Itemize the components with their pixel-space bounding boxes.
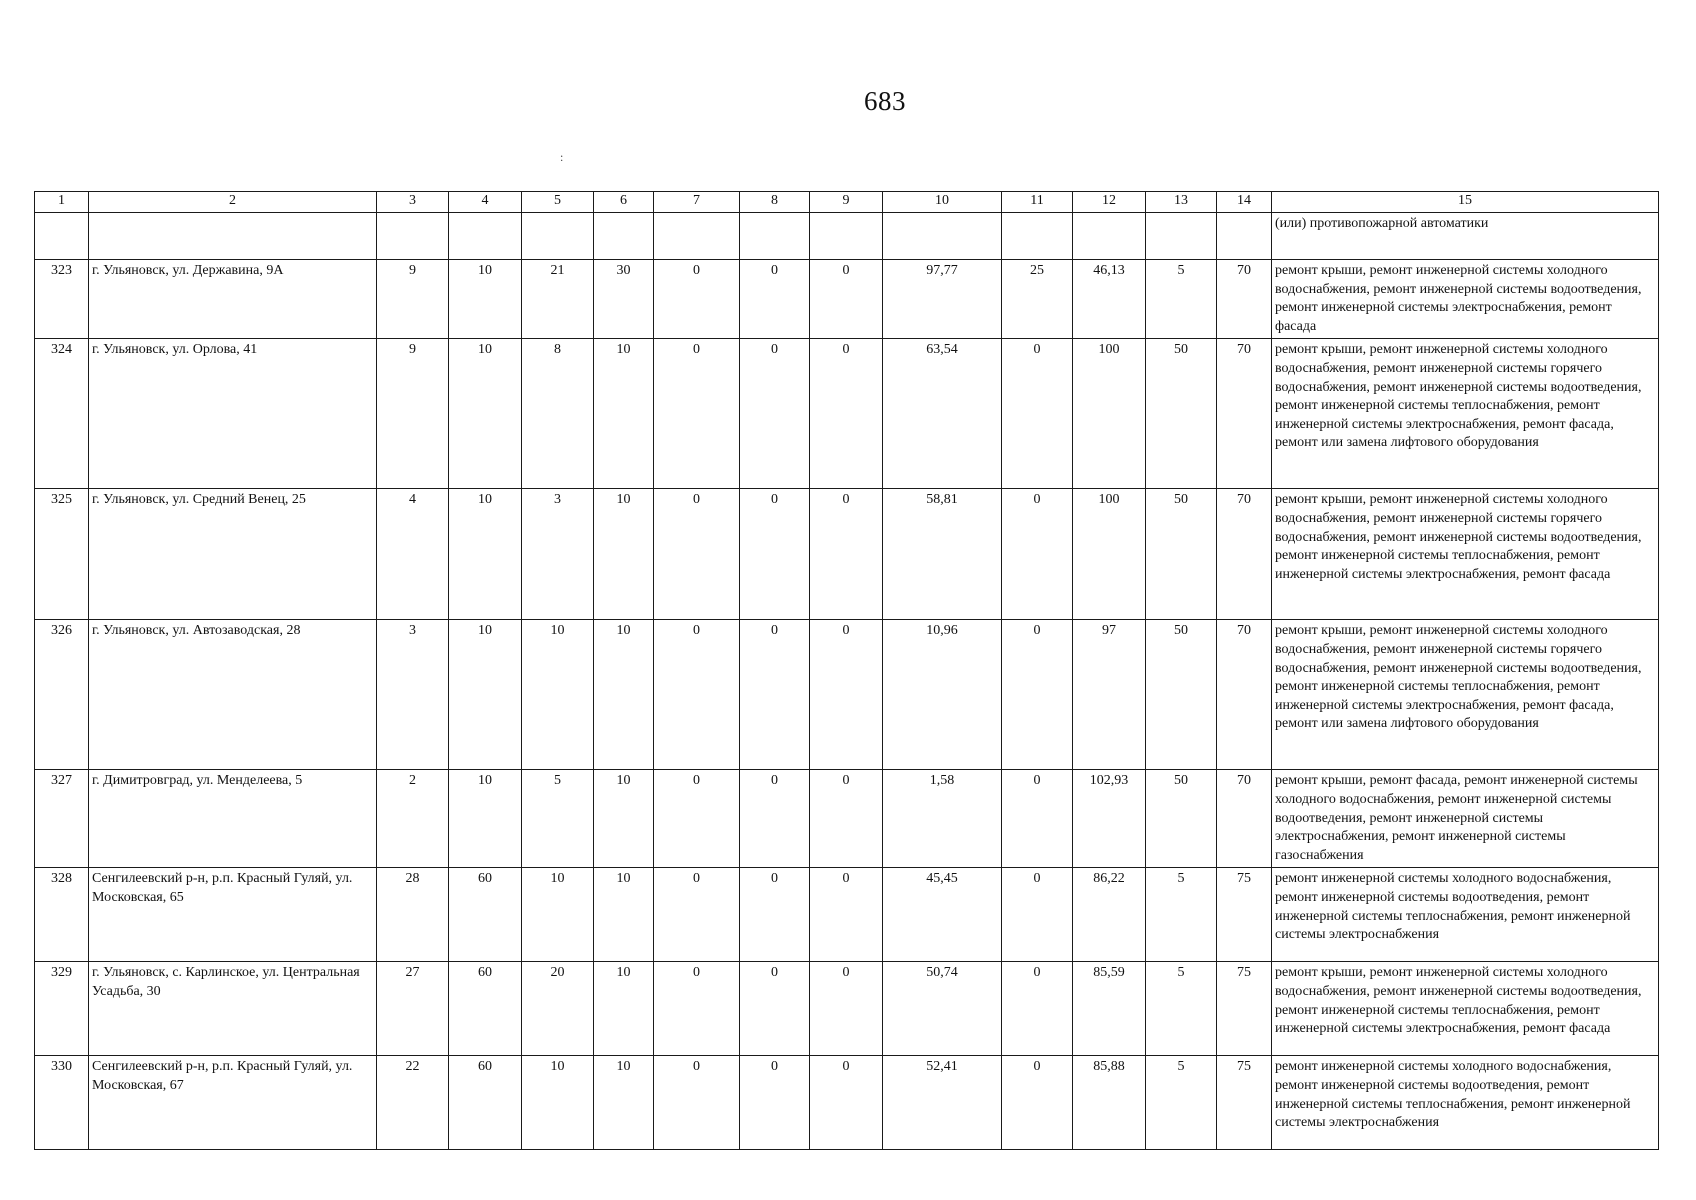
value-cell: 5	[1146, 962, 1217, 1056]
column-number: 4	[449, 192, 522, 213]
value-cell: 10	[522, 868, 594, 962]
value-cell: 60	[449, 962, 522, 1056]
value-cell: 100	[1073, 489, 1146, 620]
value-cell: 0	[1002, 962, 1073, 1056]
value-cell: 22	[377, 1056, 449, 1150]
row-number: 328	[35, 868, 89, 962]
value-cell: 5	[522, 770, 594, 868]
value-cell: 10	[594, 489, 654, 620]
value-cell: 10	[449, 339, 522, 489]
value-cell: 0	[654, 489, 740, 620]
value-cell: 10	[522, 1056, 594, 1150]
value-cell: 10	[449, 770, 522, 868]
value-cell: 0	[740, 868, 810, 962]
value-cell: 63,54	[883, 339, 1002, 489]
value-cell: 5	[1146, 868, 1217, 962]
value-cell: 0	[654, 339, 740, 489]
value-cell: 2	[377, 770, 449, 868]
value-cell: 85,88	[1073, 1056, 1146, 1150]
value-cell: 0	[810, 962, 883, 1056]
value-cell: 10	[594, 868, 654, 962]
row-number: 326	[35, 620, 89, 770]
column-number: 5	[522, 192, 594, 213]
repair-works-cell: ремонт инженерной системы холодного водоснабжения, ремонт инженерной системы водоотведения, ремонт инженерной системы теплоснабжения, ремонт инженерной системы электроснабжения	[1272, 1056, 1659, 1150]
value-cell: 10	[594, 962, 654, 1056]
row-number: 329	[35, 962, 89, 1056]
value-cell: 50	[1146, 339, 1217, 489]
value-cell: 20	[522, 962, 594, 1056]
column-number: 7	[654, 192, 740, 213]
column-number: 6	[594, 192, 654, 213]
value-cell: 70	[1217, 770, 1272, 868]
column-number: 11	[1002, 192, 1073, 213]
value-cell: 21	[522, 260, 594, 339]
value-cell: 0	[740, 489, 810, 620]
value-cell: 5	[1146, 1056, 1217, 1150]
value-cell: 28	[377, 868, 449, 962]
value-cell: 9	[377, 260, 449, 339]
value-cell: 50	[1146, 489, 1217, 620]
table-row	[35, 962, 1659, 1056]
address-cell: Сенгилеевский р-н, р.п. Красный Гуляй, ул. Московская, 65	[89, 868, 377, 962]
row-number: 324	[35, 339, 89, 489]
value-cell: 0	[654, 620, 740, 770]
value-cell: 85,59	[1073, 962, 1146, 1056]
address-cell: г. Ульяновск, с. Карлинское, ул. Центральная Усадьба, 30	[89, 962, 377, 1056]
continuation-row	[35, 213, 1659, 260]
table-row	[35, 620, 1659, 770]
value-cell: 70	[1217, 260, 1272, 339]
value-cell: 70	[1217, 620, 1272, 770]
repair-works-cell: ремонт крыши, ремонт инженерной системы холодного водоснабжения, ремонт инженерной системы горячего водоснабжения, ремонт инженерной системы водоотведения, ремонт инженерной системы теплоснабжения, ремонт инженерной системы электроснабжения, ремонт фасада	[1272, 489, 1659, 620]
value-cell: 3	[522, 489, 594, 620]
value-cell: 0	[810, 489, 883, 620]
value-cell: 52,41	[883, 1056, 1002, 1150]
value-cell: 0	[654, 868, 740, 962]
value-cell: 0	[654, 770, 740, 868]
value-cell: 86,22	[1073, 868, 1146, 962]
address-cell: г. Димитровград, ул. Менделеева, 5	[89, 770, 377, 868]
column-number: 9	[810, 192, 883, 213]
value-cell: 102,93	[1073, 770, 1146, 868]
table-row	[35, 770, 1659, 868]
value-cell: 58,81	[883, 489, 1002, 620]
stray-mark: :	[560, 150, 564, 164]
repair-works-cell: ремонт крыши, ремонт инженерной системы холодного водоснабжения, ремонт инженерной системы водоотведения, ремонт инженерной системы теплоснабжения, ремонт инженерной системы электроснабжения, ремонт фасада	[1272, 962, 1659, 1056]
value-cell: 0	[740, 962, 810, 1056]
value-cell: 0	[1002, 489, 1073, 620]
value-cell: 97,77	[883, 260, 1002, 339]
row-number: 325	[35, 489, 89, 620]
value-cell: 0	[810, 868, 883, 962]
repair-works-cell: ремонт крыши, ремонт фасада, ремонт инженерной системы холодного водоснабжения, ремонт инженерной системы водоотведения, ремонт инженерной системы электроснабжения, ремонт инженерной системы газоснабжения	[1272, 770, 1659, 868]
value-cell: 0	[740, 1056, 810, 1150]
value-cell: 60	[449, 1056, 522, 1150]
repair-works-cell: ремонт крыши, ремонт инженерной системы холодного водоснабжения, ремонт инженерной системы горячего водоснабжения, ремонт инженерной системы водоотведения, ремонт инженерной системы теплоснабжения, ремонт инженерной системы электроснабжения, ремонт фасада, ремонт или замена лифтового оборудования	[1272, 339, 1659, 489]
table-row	[35, 489, 1659, 620]
column-number: 2	[89, 192, 377, 213]
address-cell: г. Ульяновск, ул. Державина, 9А	[89, 260, 377, 339]
value-cell: 100	[1073, 339, 1146, 489]
value-cell: 0	[740, 620, 810, 770]
value-cell: 0	[810, 339, 883, 489]
row-number: 330	[35, 1056, 89, 1150]
value-cell: 3	[377, 620, 449, 770]
value-cell: 0	[810, 260, 883, 339]
value-cell: 10	[449, 260, 522, 339]
value-cell: 0	[1002, 770, 1073, 868]
value-cell: 10	[449, 620, 522, 770]
value-cell: 1,58	[883, 770, 1002, 868]
value-cell: 60	[449, 868, 522, 962]
value-cell: 0	[740, 339, 810, 489]
value-cell: 70	[1217, 489, 1272, 620]
housing-repair-table	[34, 191, 1659, 1150]
address-cell: Сенгилеевский р-н, р.п. Красный Гуляй, ул. Московская, 67	[89, 1056, 377, 1150]
value-cell: 0	[1002, 620, 1073, 770]
column-number: 12	[1073, 192, 1146, 213]
value-cell: 10	[594, 620, 654, 770]
value-cell: 45,45	[883, 868, 1002, 962]
value-cell: 0	[740, 260, 810, 339]
column-number-row	[35, 192, 1659, 213]
column-number: 3	[377, 192, 449, 213]
value-cell: 50,74	[883, 962, 1002, 1056]
table-row	[35, 868, 1659, 962]
value-cell: 0	[654, 260, 740, 339]
repair-works-cell: ремонт крыши, ремонт инженерной системы холодного водоснабжения, ремонт инженерной системы горячего водоснабжения, ремонт инженерной системы водоотведения, ремонт инженерной системы теплоснабжения, ремонт инженерной системы электроснабжения, ремонт фасада, ремонт или замена лифтового оборудования	[1272, 620, 1659, 770]
address-cell: г. Ульяновск, ул. Орлова, 41	[89, 339, 377, 489]
value-cell: 0	[654, 962, 740, 1056]
value-cell: 10	[594, 770, 654, 868]
value-cell: 0	[1002, 868, 1073, 962]
repair-works-cell: ремонт крыши, ремонт инженерной системы холодного водоснабжения, ремонт инженерной системы водоотведения, ремонт инженерной системы электроснабжения, ремонт фасада	[1272, 260, 1659, 339]
address-cell: г. Ульяновск, ул. Средний Венец, 25	[89, 489, 377, 620]
value-cell: 0	[810, 770, 883, 868]
value-cell: 0	[1002, 339, 1073, 489]
value-cell: 4	[377, 489, 449, 620]
value-cell: 8	[522, 339, 594, 489]
value-cell: 10,96	[883, 620, 1002, 770]
value-cell: 27	[377, 962, 449, 1056]
value-cell: 0	[1002, 1056, 1073, 1150]
value-cell: 75	[1217, 1056, 1272, 1150]
value-cell: 10	[594, 339, 654, 489]
table-row	[35, 260, 1659, 339]
column-number: 14	[1217, 192, 1272, 213]
value-cell: 30	[594, 260, 654, 339]
page-number: 683	[864, 86, 906, 116]
value-cell: 97	[1073, 620, 1146, 770]
value-cell: 9	[377, 339, 449, 489]
continuation-text: (или) противопожарной автоматики	[1272, 213, 1659, 260]
column-number: 15	[1272, 192, 1659, 213]
column-number: 1	[35, 192, 89, 213]
value-cell: 75	[1217, 868, 1272, 962]
value-cell: 0	[810, 1056, 883, 1150]
value-cell: 70	[1217, 339, 1272, 489]
row-number: 323	[35, 260, 89, 339]
value-cell: 0	[740, 770, 810, 868]
value-cell: 10	[449, 489, 522, 620]
column-number: 10	[883, 192, 1002, 213]
value-cell: 75	[1217, 962, 1272, 1056]
value-cell: 50	[1146, 770, 1217, 868]
column-number: 8	[740, 192, 810, 213]
table-row	[35, 1056, 1659, 1150]
value-cell: 10	[522, 620, 594, 770]
value-cell: 46,13	[1073, 260, 1146, 339]
value-cell: 5	[1146, 260, 1217, 339]
value-cell: 0	[654, 1056, 740, 1150]
value-cell: 25	[1002, 260, 1073, 339]
value-cell: 0	[810, 620, 883, 770]
value-cell: 10	[594, 1056, 654, 1150]
value-cell: 50	[1146, 620, 1217, 770]
column-number: 13	[1146, 192, 1217, 213]
repair-works-cell: ремонт инженерной системы холодного водоснабжения, ремонт инженерной системы водоотведения, ремонт инженерной системы теплоснабжения, ремонт инженерной системы электроснабжения	[1272, 868, 1659, 962]
address-cell: г. Ульяновск, ул. Автозаводская, 28	[89, 620, 377, 770]
table-row	[35, 339, 1659, 489]
row-number: 327	[35, 770, 89, 868]
